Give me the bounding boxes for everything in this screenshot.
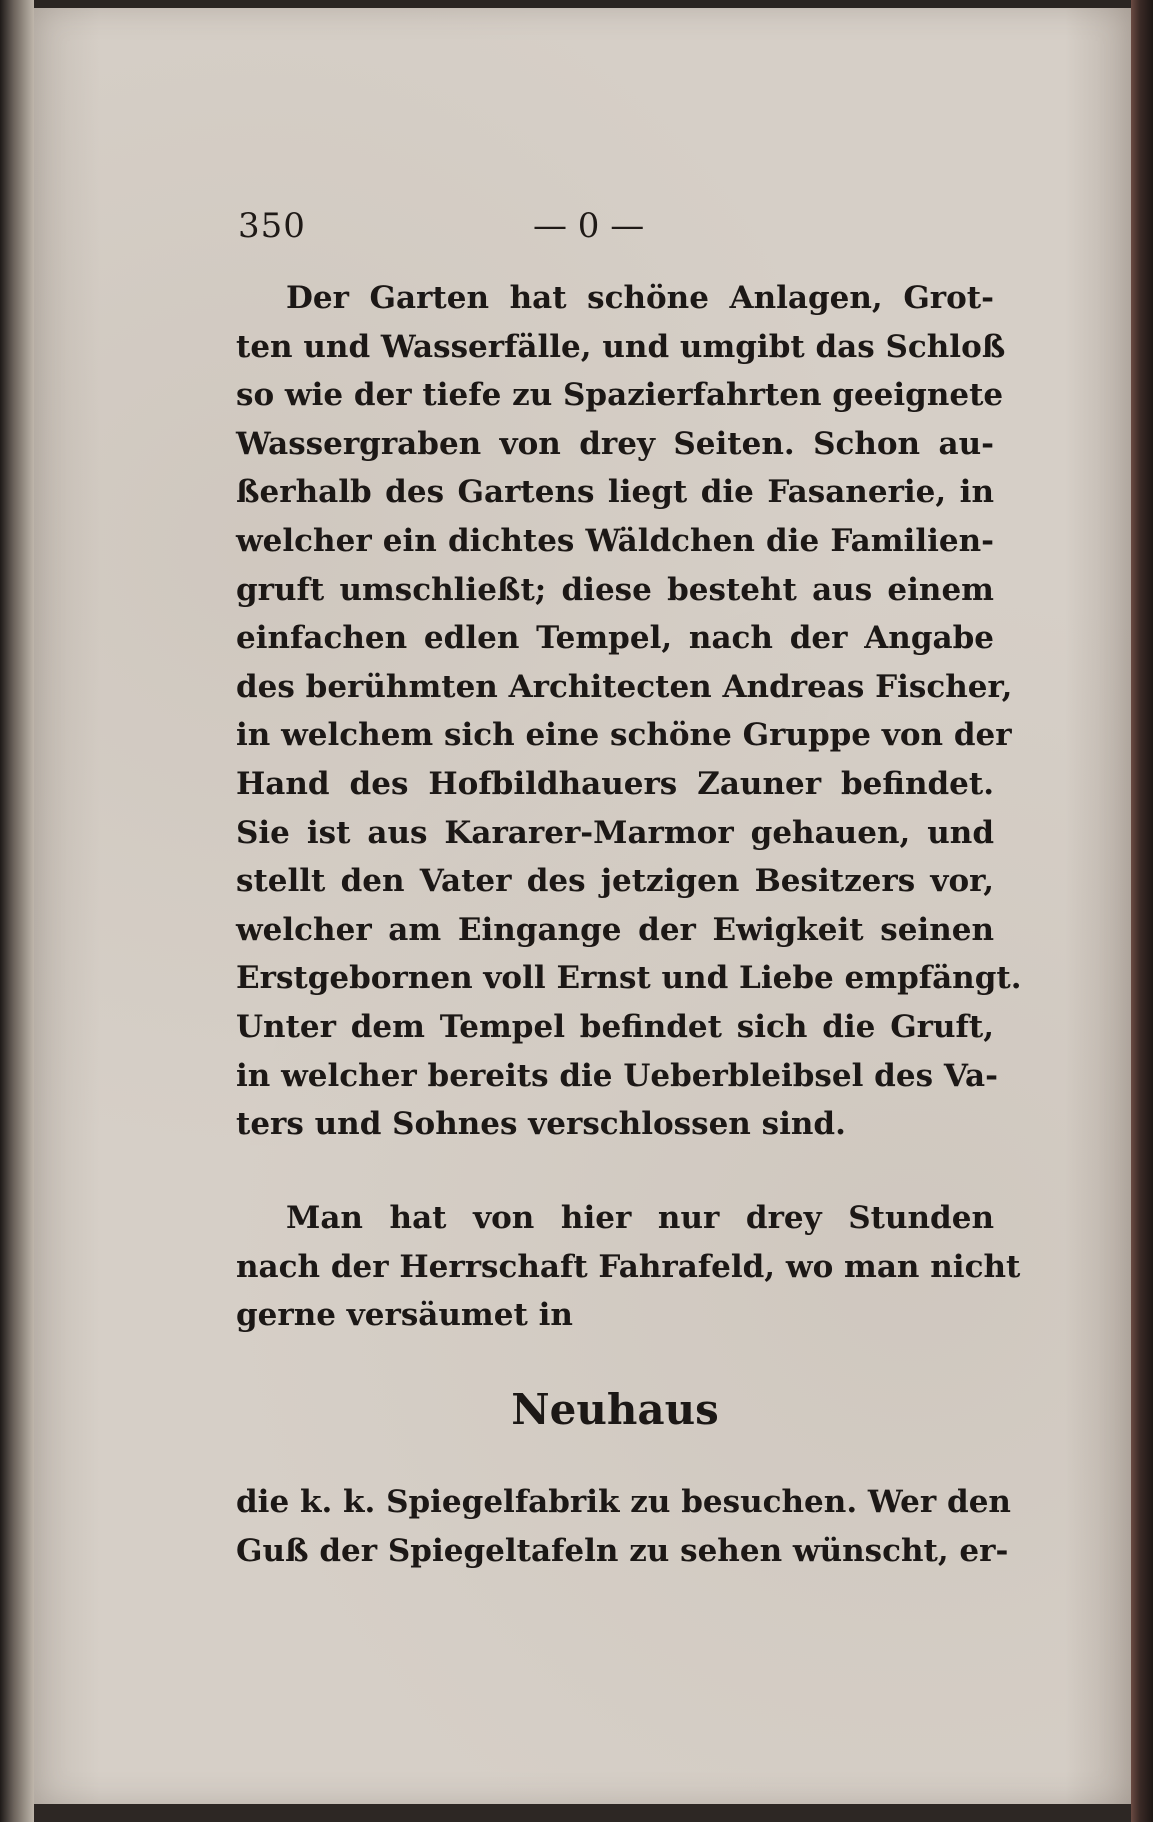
text-line: Der Garten hat schöne Anlagen, Grot- — [286, 280, 994, 316]
text-line: Unter dem Tempel befindet sich die Gruft, — [236, 1008, 994, 1045]
text-line: einfachen edlen Tempel, nach der Angabe — [236, 620, 994, 657]
running-head-mark: — 0 — — [533, 206, 645, 246]
text-line: Sie ist aus Kararer-Marmor gehauen, und — [236, 814, 994, 851]
text-line: ten und Wasserfälle, und umgibt das Schloß — [236, 328, 1006, 365]
text-line: Guß der Spiegeltafeln zu sehen wünscht, er- — [236, 1532, 1009, 1569]
paragraph-gardens — [236, 274, 1022, 1149]
page-number: 350 — [238, 206, 306, 246]
section-heading: Neuhaus — [511, 1385, 719, 1434]
paragraph-spiegelfabrik — [236, 1478, 1011, 1575]
page-edge-bottom — [34, 1804, 1131, 1822]
text-line: Wassergraben von drey Seiten. Schon au- — [236, 425, 994, 462]
text-line: die k. k. Spiegelfabrik zu besuchen. Wer den — [236, 1484, 1011, 1520]
text-line: stellt den Vater des jetzigen Besitzers vor, — [236, 863, 994, 900]
text-line: Hand des Hofbildhauers Zauner befindet. — [236, 765, 994, 802]
book-spine — [0, 0, 34, 1822]
text-line: welcher am Eingange der Ewigkeit seinen — [236, 911, 994, 948]
text-line: nach der Herrschaft Fahrafeld, wo man nicht — [236, 1248, 1021, 1285]
text-line: so wie der tiefe zu Spazierfahrten geeignete — [236, 377, 1004, 414]
page-header — [238, 206, 758, 252]
text-line: Man hat von hier nur drey Stunden — [286, 1200, 994, 1236]
text-line: in welcher bereits die Ueberbleibsel des Va- — [236, 1057, 998, 1094]
text-line: Erstgebornen voll Ernst und Liebe empfängt. — [236, 960, 1022, 997]
text-line: gerne versäumet in — [236, 1297, 573, 1334]
text-line: welcher ein dichtes Wäldchen die Familien- — [236, 522, 994, 559]
text-line: des berühmten Architecten Andreas Fischer, — [236, 668, 1013, 705]
text-line: ters und Sohnes verschlossen sind. — [236, 1106, 846, 1143]
paragraph-fahrafeld — [236, 1194, 1021, 1340]
text-line: in welchem sich eine schöne Gruppe von der — [236, 717, 1012, 754]
text-line: gruft umschließt; diese besteht aus einem — [236, 571, 994, 608]
page-edge-right — [1131, 0, 1153, 1822]
text-line: ßerhalb des Gartens liegt die Fasanerie, in — [236, 474, 994, 511]
